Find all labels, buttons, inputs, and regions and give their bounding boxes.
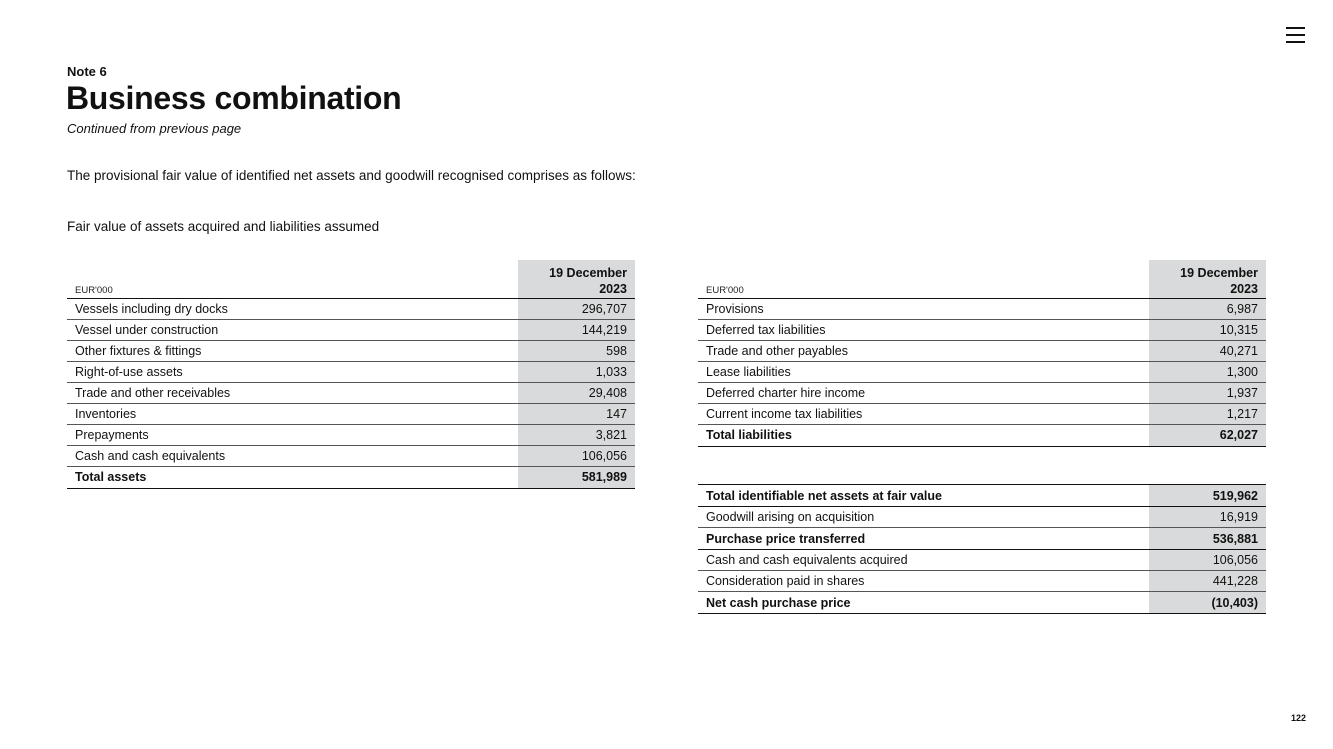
total-label: Total liabilities <box>698 424 1149 446</box>
continued-note: Continued from previous page <box>67 121 242 136</box>
row-label: Right-of-use assets <box>67 361 518 382</box>
table-subheading: Fair value of assets acquired and liabilities assumed <box>67 219 380 234</box>
page-number: 122 <box>1291 713 1307 723</box>
row-label: Cash and cash equivalents acquired <box>698 550 1149 571</box>
row-value: 29,408 <box>518 382 635 403</box>
row-value: 147 <box>518 403 635 424</box>
table-row <box>67 403 635 424</box>
unit-label: EUR'000 <box>67 260 518 298</box>
table-header-row <box>67 260 635 298</box>
unit-label: EUR'000 <box>698 260 1149 298</box>
table-row <box>698 361 1266 382</box>
hamburger-menu-icon[interactable] <box>1285 25 1307 45</box>
table-row <box>67 298 635 319</box>
row-value: 106,056 <box>518 445 635 466</box>
row-label: Trade and other payables <box>698 340 1149 361</box>
table-row <box>67 340 635 361</box>
total-liabilities-row <box>698 424 1266 446</box>
page-title: Business combination <box>66 80 402 116</box>
column-header-line2: 2023 <box>599 281 627 296</box>
purchase-price-row <box>698 528 1266 550</box>
column-header-line1: 19 December <box>549 265 627 280</box>
row-value: 1,937 <box>1149 382 1266 403</box>
row-value: 106,056 <box>1149 550 1266 571</box>
row-label: Prepayments <box>67 424 518 445</box>
row-label: Consideration paid in shares <box>698 571 1149 592</box>
table-row <box>698 382 1266 403</box>
row-label: Net cash purchase price <box>698 592 1149 614</box>
row-label: Deferred charter hire income <box>698 382 1149 403</box>
table-row <box>67 319 635 340</box>
row-label: Lease liabilities <box>698 361 1149 382</box>
row-label: Current income tax liabilities <box>698 403 1149 424</box>
row-value: 1,217 <box>1149 403 1266 424</box>
purchase-price-table <box>698 484 1266 614</box>
row-value: 16,919 <box>1149 507 1266 528</box>
total-label: Total assets <box>67 466 518 488</box>
row-value: 598 <box>518 340 635 361</box>
row-value: 1,300 <box>1149 361 1266 382</box>
date-column-header <box>518 260 635 298</box>
total-value: 581,989 <box>518 466 635 488</box>
row-value: 3,821 <box>518 424 635 445</box>
assets-table <box>67 260 635 489</box>
row-value: 441,228 <box>1149 571 1266 592</box>
table-row <box>698 403 1266 424</box>
row-label: Inventories <box>67 403 518 424</box>
row-value: 296,707 <box>518 298 635 319</box>
total-value: 62,027 <box>1149 424 1266 446</box>
row-value: 536,881 <box>1149 528 1266 550</box>
table-row <box>698 319 1266 340</box>
column-header-line2: 2023 <box>1230 281 1258 296</box>
intro-paragraph: The provisional fair value of identified net assets and goodwill recognised comprises as follows: <box>67 168 636 183</box>
shares-consideration-row <box>698 571 1266 592</box>
row-value: 10,315 <box>1149 319 1266 340</box>
cash-acquired-row <box>698 550 1266 571</box>
row-label: Provisions <box>698 298 1149 319</box>
table-row <box>67 361 635 382</box>
total-assets-row <box>67 466 635 488</box>
row-value: 6,987 <box>1149 298 1266 319</box>
row-value: 40,271 <box>1149 340 1266 361</box>
liabilities-table <box>698 260 1266 447</box>
net-assets-row <box>698 485 1266 507</box>
row-label: Cash and cash equivalents <box>67 445 518 466</box>
row-label: Trade and other receivables <box>67 382 518 403</box>
row-label: Deferred tax liabilities <box>698 319 1149 340</box>
table-row <box>67 382 635 403</box>
goodwill-row <box>698 507 1266 528</box>
row-value: 1,033 <box>518 361 635 382</box>
row-label: Vessels including dry docks <box>67 298 518 319</box>
row-label: Vessel under construction <box>67 319 518 340</box>
date-column-header <box>1149 260 1266 298</box>
table-row <box>698 298 1266 319</box>
table-row <box>698 340 1266 361</box>
note-label: Note 6 <box>67 64 107 79</box>
table-header-row <box>698 260 1266 298</box>
row-label: Other fixtures & fittings <box>67 340 518 361</box>
row-label: Total identifiable net assets at fair value <box>698 485 1149 507</box>
row-value: 519,962 <box>1149 485 1266 507</box>
row-value: (10,403) <box>1149 592 1266 614</box>
row-label: Goodwill arising on acquisition <box>698 507 1149 528</box>
row-value: 144,219 <box>518 319 635 340</box>
table-row <box>67 445 635 466</box>
row-label: Purchase price transferred <box>698 528 1149 550</box>
column-header-line1: 19 December <box>1180 265 1258 280</box>
table-row <box>67 424 635 445</box>
net-cash-row <box>698 592 1266 614</box>
